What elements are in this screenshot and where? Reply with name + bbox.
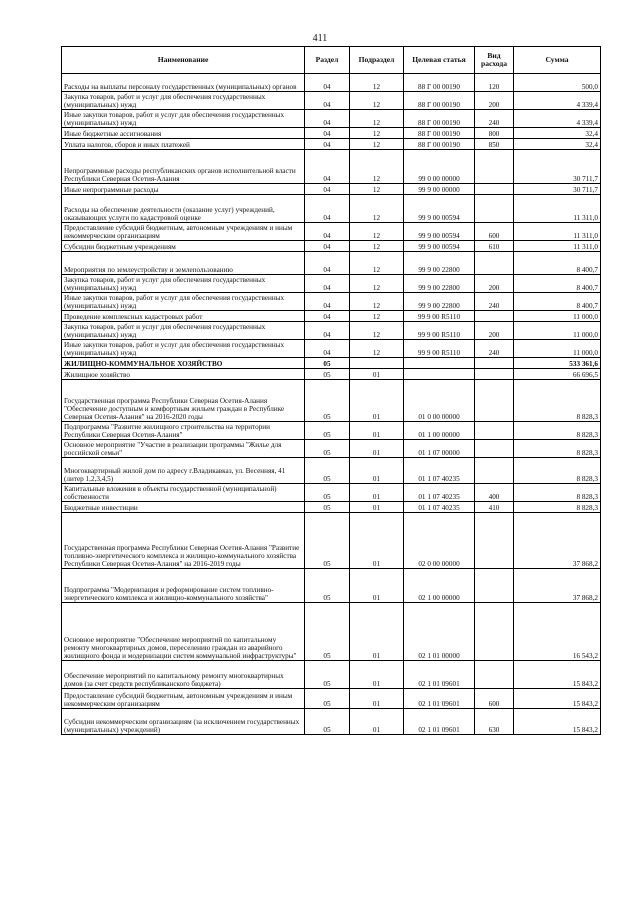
- cell-name: Капитальные вложения в объекты государственной (муниципальной) собственности: [62, 484, 305, 502]
- table-row: [62, 139, 601, 150]
- table-row: [62, 184, 601, 195]
- cell-target: 99 0 00 00000: [404, 150, 475, 184]
- table-row: [62, 110, 601, 128]
- cell-sum: 30 711,7: [514, 184, 601, 195]
- table-row: [62, 92, 601, 110]
- cell-target: 01 1 07 40235: [404, 484, 475, 502]
- cell-subsection: 12: [350, 223, 404, 241]
- cell-target: 99 9 00 00000: [404, 184, 475, 195]
- cell-target: 02 1 00 00000: [404, 569, 475, 603]
- cell-expense-type: [475, 380, 514, 422]
- cell-sum: 37 868,2: [514, 513, 601, 569]
- cell-subsection: 12: [350, 184, 404, 195]
- cell-section: 05: [305, 369, 350, 380]
- header-expense-type: Вид расхода: [475, 47, 514, 74]
- table-row: [62, 661, 601, 689]
- cell-name: Уплата налогов, сборов и иных платежей: [62, 139, 305, 150]
- cell-target: [404, 369, 475, 380]
- cell-section: 04: [305, 322, 350, 340]
- cell-target: 02 0 00 00000: [404, 513, 475, 569]
- cell-sum: 32,4: [514, 128, 601, 139]
- table-body: [62, 74, 601, 735]
- cell-target: 02 1 01 09601: [404, 661, 475, 689]
- cell-target: 99 9 00 R5110: [404, 340, 475, 358]
- cell-expense-type: 850: [475, 139, 514, 150]
- cell-expense-type: 240: [475, 110, 514, 128]
- table-row: [62, 369, 601, 380]
- cell-subsection: 12: [350, 293, 404, 311]
- cell-target: 99 9 00 22800: [404, 252, 475, 275]
- cell-expense-type: [475, 195, 514, 223]
- cell-name: Бюджетные инвестиции: [62, 502, 305, 513]
- table-row: [62, 569, 601, 603]
- cell-target: 88 Г 00 00190: [404, 128, 475, 139]
- cell-expense-type: 600: [475, 223, 514, 241]
- cell-name: Иные закупки товаров, работ и услуг для обеспечения государственных (муниципальных) нужд: [62, 340, 305, 358]
- cell-name: Иные бюджетные ассигнования: [62, 128, 305, 139]
- cell-subsection: 01: [350, 661, 404, 689]
- cell-name: Предоставление субсидий бюджетным, автономным учреждениям и иным некоммерческим организациям: [62, 223, 305, 241]
- cell-subsection: 12: [350, 92, 404, 110]
- cell-sum: 66 696,5: [514, 369, 601, 380]
- header-name: Наименование: [62, 47, 305, 74]
- cell-name: Государственная программа Республики Северная Осетия-Алания "Развитие топливно-энергетического комплекса и жилищно-коммунального хозяйства Республики Северная Осетия-Алания" на 2016-2019 годы: [62, 513, 305, 569]
- cell-subsection: 01: [350, 603, 404, 661]
- cell-expense-type: [475, 311, 514, 322]
- page-number: 411: [312, 33, 328, 44]
- cell-name: Подпрограмма "Модернизация и реформирование систем топливно-энергетического комплекса и жилищно-коммунального хозяйства": [62, 569, 305, 603]
- cell-name: Непрограммные расходы республиканских органов исполнительной власти Республики Северная Осетия-Алания: [62, 150, 305, 184]
- cell-name: Закупка товаров, работ и услуг для обеспечения государственных (муниципальных) нужд: [62, 92, 305, 110]
- cell-section: 05: [305, 458, 350, 484]
- cell-subsection: 12: [350, 311, 404, 322]
- cell-subsection: 12: [350, 150, 404, 184]
- cell-target: 01 0 00 00000: [404, 380, 475, 422]
- table-row: [62, 150, 601, 184]
- cell-name: Государственная программа Республики Северная Осетия-Алания "Обеспечение доступным и комфортным жильем граждан в Республике Северная Осетия-Алания" на 2016-2020 годы: [62, 380, 305, 422]
- cell-expense-type: 600: [475, 689, 514, 709]
- cell-expense-type: [475, 369, 514, 380]
- table-row: [62, 195, 601, 223]
- table-row: [62, 422, 601, 440]
- cell-subsection: 01: [350, 458, 404, 484]
- cell-section: 05: [305, 661, 350, 689]
- cell-sum: 15 843,2: [514, 709, 601, 735]
- cell-expense-type: [475, 252, 514, 275]
- cell-section: 04: [305, 275, 350, 293]
- cell-sum: 8 400,7: [514, 293, 601, 311]
- cell-section: 04: [305, 184, 350, 195]
- cell-sum: 4 339,4: [514, 110, 601, 128]
- cell-section: 05: [305, 422, 350, 440]
- cell-sum: 11 311,0: [514, 195, 601, 223]
- cell-section: 05: [305, 689, 350, 709]
- cell-name: Субсидии бюджетным учреждениям: [62, 241, 305, 252]
- cell-sum: 8 400,7: [514, 275, 601, 293]
- cell-sum: 11 000,0: [514, 311, 601, 322]
- table-row: [62, 74, 601, 92]
- cell-name: Обеспечение мероприятий по капитальному ремонту многоквартирных домов (за счет средств республиканского бюджета): [62, 661, 305, 689]
- cell-expense-type: [475, 150, 514, 184]
- table-row: [62, 458, 601, 484]
- cell-subsection: 12: [350, 241, 404, 252]
- cell-name: Жилищное хозяйство: [62, 369, 305, 380]
- cell-name: Расходы на выплаты персоналу государственных (муниципальных) органов: [62, 74, 305, 92]
- cell-subsection: 12: [350, 322, 404, 340]
- cell-subsection: 01: [350, 380, 404, 422]
- cell-subsection: 12: [350, 275, 404, 293]
- cell-sum: 37 868,2: [514, 569, 601, 603]
- cell-name: Иные непрограммные расходы: [62, 184, 305, 195]
- cell-subsection: 12: [350, 139, 404, 150]
- cell-subsection: 01: [350, 484, 404, 502]
- cell-section: 05: [305, 513, 350, 569]
- cell-section: 04: [305, 223, 350, 241]
- cell-subsection: 12: [350, 252, 404, 275]
- cell-expense-type: 610: [475, 241, 514, 252]
- cell-target: [404, 358, 475, 369]
- cell-section: 04: [305, 128, 350, 139]
- table-row: [62, 603, 601, 661]
- cell-subsection: 01: [350, 369, 404, 380]
- cell-name: Подпрограмма "Развитие жилищного строительства на территории Республики Северная Осетия-Алания": [62, 422, 305, 440]
- cell-section: 04: [305, 195, 350, 223]
- cell-subsection: [350, 358, 404, 369]
- table-row: [62, 340, 601, 358]
- cell-expense-type: 120: [475, 74, 514, 92]
- cell-section: 05: [305, 603, 350, 661]
- cell-sum: 11 000,0: [514, 322, 601, 340]
- cell-name: Субсидии некоммерческим организациям (за исключением государственных (муниципальных) учреждений): [62, 709, 305, 735]
- header-sum: Сумма: [514, 47, 601, 74]
- budget-table: [61, 46, 601, 735]
- cell-expense-type: 240: [475, 293, 514, 311]
- cell-section: 05: [305, 502, 350, 513]
- cell-sum: 533 361,6: [514, 358, 601, 369]
- cell-target: 99 9 00 22800: [404, 275, 475, 293]
- cell-section: 04: [305, 252, 350, 275]
- cell-sum: 16 543,2: [514, 603, 601, 661]
- cell-subsection: 01: [350, 513, 404, 569]
- cell-sum: 8 828,3: [514, 440, 601, 458]
- cell-section: 05: [305, 440, 350, 458]
- cell-sum: 11 000,0: [514, 340, 601, 358]
- cell-subsection: 12: [350, 110, 404, 128]
- cell-expense-type: [475, 603, 514, 661]
- cell-section: 05: [305, 709, 350, 735]
- cell-section: 04: [305, 150, 350, 184]
- table-row: [62, 275, 601, 293]
- cell-sum: 4 339,4: [514, 92, 601, 110]
- table-row: [62, 689, 601, 709]
- cell-subsection: 12: [350, 195, 404, 223]
- header-target: Целевая статья: [404, 47, 475, 74]
- cell-target: 99 9 00 00594: [404, 241, 475, 252]
- cell-expense-type: [475, 569, 514, 603]
- cell-sum: 11 311,0: [514, 241, 601, 252]
- table-row: [62, 380, 601, 422]
- cell-expense-type: 200: [475, 322, 514, 340]
- cell-section: 04: [305, 139, 350, 150]
- cell-subsection: 01: [350, 502, 404, 513]
- table-row: [62, 440, 601, 458]
- cell-expense-type: 400: [475, 484, 514, 502]
- cell-expense-type: 630: [475, 709, 514, 735]
- cell-expense-type: [475, 458, 514, 484]
- cell-expense-type: 240: [475, 340, 514, 358]
- table-row: [62, 513, 601, 569]
- table-row: [62, 293, 601, 311]
- cell-sum: 32,4: [514, 139, 601, 150]
- cell-expense-type: 800: [475, 128, 514, 139]
- cell-section: 05: [305, 380, 350, 422]
- table-header: [62, 47, 601, 74]
- header-section: Раздел: [305, 47, 350, 74]
- cell-expense-type: [475, 422, 514, 440]
- cell-expense-type: [475, 358, 514, 369]
- cell-target: 88 Г 00 00190: [404, 74, 475, 92]
- cell-name: Иные закупки товаров, работ и услуг для обеспечения государственных (муниципальных) нужд: [62, 110, 305, 128]
- cell-expense-type: [475, 184, 514, 195]
- cell-expense-type: 200: [475, 92, 514, 110]
- cell-expense-type: 200: [475, 275, 514, 293]
- table-row: [62, 241, 601, 252]
- cell-name: Многоквартирный жилой дом по адресу г.Владикавказ, ул. Весенняя, 41 (литер 1,2,3,4,5): [62, 458, 305, 484]
- cell-sum: 11 311,0: [514, 223, 601, 241]
- cell-expense-type: 410: [475, 502, 514, 513]
- cell-subsection: 01: [350, 422, 404, 440]
- cell-name: Расходы на обеспечение деятельности (оказание услуг) учреждений, оказывающих услуги по кадастровой оценке: [62, 195, 305, 223]
- cell-target: 02 1 01 00000: [404, 603, 475, 661]
- cell-name: Основное мероприятие "Обеспечение мероприятий по капитальному ремонту многоквартирных домов, переселению граждан из аварийного жилищного фонда и модернизации систем коммунальной инфраструктуры": [62, 603, 305, 661]
- cell-section: 05: [305, 358, 350, 369]
- cell-name: ЖИЛИЩНО-КОММУНАЛЬНОЕ ХОЗЯЙСТВО: [62, 358, 305, 369]
- table-row: [62, 358, 601, 369]
- cell-name: Закупка товаров, работ и услуг для обеспечения государственных (муниципальных) нужд: [62, 275, 305, 293]
- cell-target: 88 Г 00 00190: [404, 139, 475, 150]
- cell-section: 04: [305, 241, 350, 252]
- cell-sum: 8 828,3: [514, 458, 601, 484]
- cell-expense-type: [475, 661, 514, 689]
- table-row: [62, 322, 601, 340]
- cell-subsection: 01: [350, 440, 404, 458]
- cell-target: 99 9 00 00594: [404, 195, 475, 223]
- table-row: [62, 484, 601, 502]
- table-row: [62, 502, 601, 513]
- cell-target: 88 Г 00 00190: [404, 92, 475, 110]
- table-row: [62, 223, 601, 241]
- cell-name: Мероприятия по землеустройству и землепользованию: [62, 252, 305, 275]
- cell-sum: 8 400,7: [514, 252, 601, 275]
- cell-sum: 8 828,3: [514, 484, 601, 502]
- cell-target: 01 1 00 00000: [404, 422, 475, 440]
- cell-section: 04: [305, 311, 350, 322]
- cell-name: Закупка товаров, работ и услуг для обеспечения государственных (муниципальных) нужд: [62, 322, 305, 340]
- cell-sum: 15 843,2: [514, 689, 601, 709]
- header-row: [62, 47, 601, 74]
- cell-expense-type: [475, 513, 514, 569]
- header-subsection: Подраздел: [350, 47, 404, 74]
- cell-target: 01 1 07 00000: [404, 440, 475, 458]
- cell-target: 01 1 07 40235: [404, 502, 475, 513]
- cell-section: 05: [305, 484, 350, 502]
- cell-target: 99 9 00 R5110: [404, 311, 475, 322]
- cell-section: 04: [305, 110, 350, 128]
- cell-sum: 8 828,3: [514, 502, 601, 513]
- cell-subsection: 12: [350, 74, 404, 92]
- cell-target: 99 9 00 R5110: [404, 322, 475, 340]
- cell-target: 01 1 07 40235: [404, 458, 475, 484]
- table-row: [62, 128, 601, 139]
- cell-section: 04: [305, 293, 350, 311]
- cell-name: Основное мероприятие "Участие в реализации программы "Жилье для российской семьи": [62, 440, 305, 458]
- cell-sum: 8 828,3: [514, 380, 601, 422]
- cell-section: 05: [305, 569, 350, 603]
- cell-subsection: 12: [350, 128, 404, 139]
- cell-target: 88 Г 00 00190: [404, 110, 475, 128]
- table-row: [62, 311, 601, 322]
- cell-target: 02 1 01 09601: [404, 709, 475, 735]
- cell-sum: 15 843,2: [514, 661, 601, 689]
- cell-sum: 8 828,3: [514, 422, 601, 440]
- cell-target: 02 1 01 09601: [404, 689, 475, 709]
- cell-subsection: 01: [350, 569, 404, 603]
- cell-target: 99 9 00 00594: [404, 223, 475, 241]
- cell-subsection: 01: [350, 689, 404, 709]
- cell-subsection: 01: [350, 709, 404, 735]
- cell-name: Проведение комплексных кадастровых работ: [62, 311, 305, 322]
- cell-name: Предоставление субсидий бюджетным, автономным учреждениям и иным некоммерческим организациям: [62, 689, 305, 709]
- cell-sum: 500,0: [514, 74, 601, 92]
- cell-section: 04: [305, 74, 350, 92]
- cell-target: 99 9 00 22800: [404, 293, 475, 311]
- cell-subsection: 12: [350, 340, 404, 358]
- cell-section: 04: [305, 92, 350, 110]
- table-row: [62, 709, 601, 735]
- cell-name: Иные закупки товаров, работ и услуг для обеспечения государственных (муниципальных) нужд: [62, 293, 305, 311]
- cell-sum: 30 711,7: [514, 150, 601, 184]
- table-row: [62, 252, 601, 275]
- cell-expense-type: [475, 440, 514, 458]
- cell-section: 04: [305, 340, 350, 358]
